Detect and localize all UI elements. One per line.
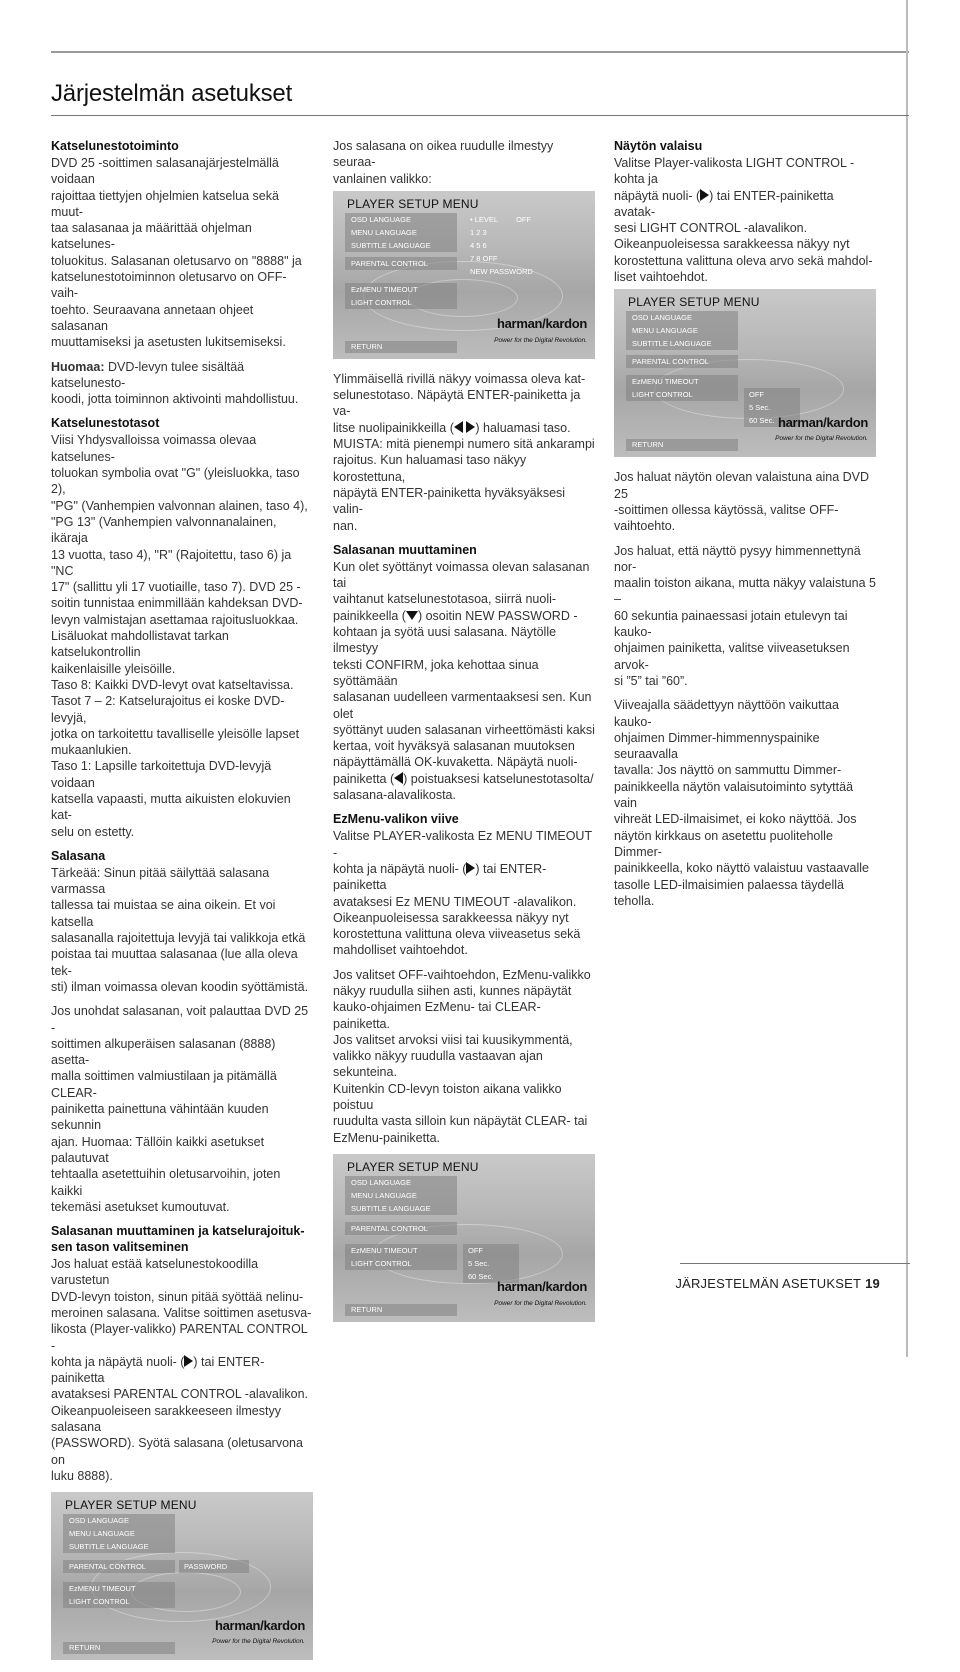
brand-tagline: Power for the Digital Revolution. xyxy=(494,336,587,344)
text-part: Valitse PLAYER-valikosta Ez MENU TIMEOUT - kohta ja näpäytä nuoli- ( xyxy=(333,829,592,876)
menu-group xyxy=(63,1582,175,1608)
submenu-levels xyxy=(465,213,565,278)
menu-screenshot-light-control xyxy=(614,289,876,457)
paragraph: Jos haluat näytön olevan valaistuna aina DVD 25 -soittimen ollessa käytössä, valitse OFF- vaihtoehto. xyxy=(614,470,870,534)
menu-item-return: RETURN xyxy=(345,341,457,353)
submenu-item-new-password: NEW PASSWORD xyxy=(470,266,533,276)
submenu-item-5-sec: 5 Sec. xyxy=(749,403,771,413)
column-1 xyxy=(51,138,313,1672)
page-title: Järjestelmän asetukset xyxy=(51,80,293,107)
menu-item-return: RETURN xyxy=(345,1304,457,1316)
text-part: ) tai ENTER-painiketta avataksesi PARENTAL CONTROL -alavalikon. Oikeanpuoleiseen sarakkeeseen ilmestyy salasana (PASSWORD). Syötä salasana (oletusarvona on luku 8888). xyxy=(51,1354,309,1483)
arrow-right-icon xyxy=(700,189,709,201)
menu-item-menu-language: MENU LANGUAGE xyxy=(351,1190,417,1200)
menu-item-subtitle-language: SUBTITLE LANGUAGE xyxy=(632,339,712,349)
harman-kardon-logo xyxy=(775,415,868,448)
level-label: • LEVEL xyxy=(470,214,499,224)
menu-item-ezmenu-timeout: EzMENU TIMEOUT xyxy=(351,1245,418,1255)
heading-nayton-valaisu: Näytön valaisu xyxy=(614,139,703,153)
menu-item-osd-language: OSD LANGUAGE xyxy=(632,313,693,323)
submenu-item-5-sec: 5 Sec. xyxy=(468,1258,490,1268)
menu-item-parental-control: PARENTAL CONTROL xyxy=(632,357,709,367)
paragraph xyxy=(333,559,595,803)
menu-title: PLAYER SETUP MENU xyxy=(347,196,479,211)
menu-group xyxy=(626,375,738,401)
paragraph: Tärkeää: Sinun pitää säilyttää salasana varmassa tallessa tai muistaa se aina oikein. Et voi katsella salasanalla rajoitettuja levyjä tai valikkoja etkä poistaa tai muuttaa salasanaa (lue alla oleva tek- sti) ilman voimassa olevan koodin syöttämistä. xyxy=(51,865,309,994)
heading-ezmenu-viive: EzMenu-valikon viive xyxy=(333,812,459,827)
brand-name: harman/kardon xyxy=(496,316,587,332)
level-value: OFF xyxy=(516,214,532,224)
paragraph: DVD 25 -soittimen salasanajärjestelmällä voidaan rajoittaa tiettyjen ohjelmien katselua sekä muut- taa salasanaa ja määrittää ohjelman katselunes- toluokitus. Salasanan oletusarvo on "8888" ja katselunestotoiminnon oletusarvo on OFF-vaih- toehto. Seuraavana annetaan ohjeet salasanan muuttamiseksi ja asetusten lukitsemiseksi. xyxy=(51,156,302,350)
menu-item-osd-language: OSD LANGUAGE xyxy=(351,1177,412,1187)
text-part: Valitse Player-valikosta LIGHT CONTROL -kohta ja näpäytä nuoli- ( xyxy=(614,156,855,203)
brand-tagline: Power for the Digital Revolution. xyxy=(775,435,868,443)
menu-title: PLAYER SETUP MENU xyxy=(65,1498,197,1513)
paragraph xyxy=(333,371,595,534)
menu-group xyxy=(63,1560,175,1573)
harman-kardon-logo xyxy=(494,1279,587,1312)
brand-name: harman/kardon xyxy=(496,1279,587,1295)
menu-item-parental-control: PARENTAL CONTROL xyxy=(351,258,428,268)
harman-kardon-logo xyxy=(494,316,587,349)
submenu-item-60-sec: 60 Sec. xyxy=(468,1271,494,1281)
arrow-down-icon xyxy=(406,611,418,620)
menu-item-osd-language: OSD LANGUAGE xyxy=(69,1516,130,1526)
menu-title: PLAYER SETUP MENU xyxy=(347,1159,479,1174)
menu-item-osd-language: OSD LANGUAGE xyxy=(351,214,412,224)
harman-kardon-logo xyxy=(212,1618,305,1651)
submenu-timeout xyxy=(463,1244,519,1283)
page-footer xyxy=(675,1276,880,1291)
menu-screenshot-ezmenu-timeout xyxy=(333,1154,595,1322)
paragraph: Viisi Yhdysvalloissa voimassa olevaa katselunes- toluokan symbolia ovat "G" (yleisluokka, taso 2), "PG" (Vanhempien valvonnan alainen, taso 4), "PG 13" (Vanhempien valvonnanalainen, ikäraja 13 vuotta, taso 4), "R" (Rajoitettu, taso 6) ja "NC 17" (sallittu yli 17 vuotiaille, taso 7). DVD 25 - soitin tunnistaa enimmillään kahdeksan DVD- levyn valmistajan asettamaa rajoitusluokkaa. Lisäluokat mahdollistavat tarkan katselukontrollin kaikenlaisille yleisöille. Taso 8: Kaikki DVD-levyt ovat katseltavissa. Tasot 7 – 2: Katselurajoitus ei koske DVD-levyjä, jotka on tarkoitettu tavalliselle yleisölle lapset mukaanlukien. Taso 1: Lapsille tarkoitettuja DVD-levyjä voidaan katsella vapaasti, mutta aikuisten elokuvien kat- selu on estetty. xyxy=(51,433,308,839)
column-2 xyxy=(333,138,595,1334)
menu-group xyxy=(626,355,738,368)
note-text: DVD-levyn tulee sisältää katselunesto- koodi, jotta toiminnon aktivointi mahdollistuu. xyxy=(51,359,299,407)
brand-name: harman/kardon xyxy=(214,1617,305,1633)
paragraph: Jos haluat, että näyttö pysyy himmennettynä nor- maalin toiston aikana, mutta näkyy valaistuna 5 – 60 sekuntia painaessasi jotain etulevyn tai kauko- ohjaimen painiketta, valitse viiveasetuksen arvok- si ”5” tai ”60”. xyxy=(614,543,876,688)
heading-katselunestotoiminto: Katselunestotoiminto xyxy=(51,139,179,153)
menu-item-light-control: LIGHT CONTROL xyxy=(351,297,412,307)
menu-item-menu-language: MENU LANGUAGE xyxy=(632,326,698,336)
note-label: Huomaa: xyxy=(51,359,105,374)
menu-group xyxy=(345,283,457,309)
menu-item-ezmenu-timeout: EzMENU TIMEOUT xyxy=(69,1584,136,1594)
menu-screenshot-parental-levels xyxy=(333,191,595,359)
menu-item-parental-control: PARENTAL CONTROL xyxy=(351,1223,428,1233)
paragraph: Jos salasana on oikea ruudulle ilmestyy seuraa- vanlainen valikko: xyxy=(333,139,554,186)
menu-item-ezmenu-timeout: EzMENU TIMEOUT xyxy=(351,284,418,294)
column-3 xyxy=(614,138,876,917)
menu-group xyxy=(345,1244,457,1270)
text-part: Jos haluat estää katselunestokoodilla varustetun DVD-levyn toiston, sinun pitää syöttää nelinu- meroinen salasana. Valitse soittimen asetusva- likosta (Player-valikko) PARENTAL CONTROL - kohta ja näpäytä nuoli- ( xyxy=(51,1257,312,1369)
paragraph-note xyxy=(51,359,313,408)
menu-group xyxy=(626,311,738,350)
menu-item-subtitle-language: SUBTITLE LANGUAGE xyxy=(351,1203,431,1213)
text-part: ) tai ENTER-painiketta avatak- sesi LIGHT CONTROL -alavalikon. Oikeanpuoleisessa sarakkeessa näkyy nyt korostettuna valittuna oleva arvo sekä mahdol- liset vaihtoehdot. xyxy=(614,188,873,285)
submenu-item-levels-row: 4 5 6 xyxy=(470,240,487,250)
submenu-item-level xyxy=(465,213,565,226)
menu-title: PLAYER SETUP MENU xyxy=(628,295,760,310)
menu-group xyxy=(345,1176,457,1215)
menu-item-light-control: LIGHT CONTROL xyxy=(351,1258,412,1268)
heading-salasana: Salasana xyxy=(51,848,106,863)
menu-item-subtitle-language: SUBTITLE LANGUAGE xyxy=(351,240,431,250)
arrow-left-icon xyxy=(454,421,463,433)
menu-group xyxy=(63,1514,175,1553)
text-part: ) osoitin NEW PASSWORD - kohtaan ja syötä uusi salasana. Näytölle ilmestyy teksti CONFIRM, joka kehottaa sinua syöttämään salasanan uudelleen varmentaaksesi sen. Kun olet syöttänyt uuden salasanan virheettömästi kaksi kertaa, voit hyväksyä salasanan muutoksen näpäyttämällä OK-kuvaketta. Näpäytä nuoli- painiketta ( xyxy=(333,608,595,786)
text-part: ) tai ENTER-painiketta avataksesi Ez MENU TIMEOUT -alavalikon. Oikeanpuoleisessa sarakkeessa näkyy nyt korostettuna valittuna oleva viiveasetus sekä mahdolliset vaihtoehdot. xyxy=(333,861,581,958)
menu-item-ezmenu-timeout: EzMENU TIMEOUT xyxy=(632,377,699,387)
submenu-item-60-sec: 60 Sec. xyxy=(749,416,775,426)
submenu-item-off: OFF xyxy=(749,390,764,400)
menu-item-menu-language: MENU LANGUAGE xyxy=(351,227,417,237)
menu-group xyxy=(345,213,457,252)
menu-item-return: RETURN xyxy=(63,1642,175,1654)
paragraph: Jos valitset OFF-vaihtoehdon, EzMenu-valikko näkyy ruudulla siihen asti, kunnes näpäytät kauko-ohjaimen EzMenu- tai CLEAR-painiketta. Jos valitset arvoksi viisi tai kuusikymmentä, valikko näkyy ruudulla vastaavan ajan sekunteina. Kuitenkin CD-levyn toiston aikana valikko poistuu ruudulta vasta silloin kun näpäytät CLEAR- tai EzMenu-painiketta. xyxy=(333,967,591,1145)
paragraph xyxy=(51,1256,313,1484)
arrow-left-icon xyxy=(394,772,403,784)
text-part: ) haluamasi taso. MUISTA: mitä pienempi numero sitä ankarampi rajoitus. Kun haluamasi taso näkyy korostettuna, näpäytä ENTER-painiketta hyväksyäksesi valin- nan. xyxy=(333,420,595,533)
menu-item-light-control: LIGHT CONTROL xyxy=(69,1597,130,1607)
menu-group xyxy=(345,257,457,270)
text-part: Ylimmäisellä rivillä näkyy voimassa oleva kat- selunestotaso. Näpäytä ENTER-painiketta ja va- litse nuolipainikkeilla ( xyxy=(333,371,586,435)
paragraph xyxy=(614,155,876,285)
text-part: Kun olet syöttänyt voimassa olevan salasanan tai vaihtanut katselunestotasoa, siirrä nuoli- painikkeella ( xyxy=(333,559,590,623)
submenu-item-password: PASSWORD xyxy=(184,1562,228,1572)
title-rule xyxy=(51,115,909,116)
menu-item-menu-language: MENU LANGUAGE xyxy=(69,1529,135,1539)
paragraph: Jos unohdat salasanan, voit palauttaa DVD 25 - soittimen alkuperäisen salasanan (8888) asetta- malla soittimen valmiustilaan ja pitämällä CLEAR- painiketta painettuna vähintään kuuden sekunnin ajan. Huomaa: Tällöin kaikki asetukset palautuvat tehtaalla asetettuihin oletusarvoihin, joten kaikki tekemäsi asetukset kumoutuvat. xyxy=(51,1004,309,1214)
brand-tagline: Power for the Digital Revolution. xyxy=(212,1637,305,1645)
submenu-item-levels-row: 7 8 OFF xyxy=(470,253,498,263)
top-rule xyxy=(51,51,909,53)
paragraph xyxy=(333,828,595,958)
brand-tagline: Power for the Digital Revolution. xyxy=(494,1299,587,1307)
submenu-item-levels-row: 1 2 3 xyxy=(470,227,487,237)
footer-section: JÄRJESTELMÄN ASETUKSET xyxy=(675,1276,862,1291)
brand-name: harman/kardon xyxy=(777,414,868,430)
right-edge-rule xyxy=(906,0,908,1357)
menu-group xyxy=(345,1222,457,1235)
heading-salasanan-muuttaminen: Salasanan muuttaminen xyxy=(333,542,477,557)
menu-item-subtitle-language: SUBTITLE LANGUAGE xyxy=(69,1542,149,1552)
heading-salasanan-muuttaminen-tason: Salasanan muuttaminen ja katselurajoituk- sen tason valitseminen xyxy=(51,1224,305,1255)
menu-item-parental-control: PARENTAL CONTROL xyxy=(69,1562,146,1572)
menu-item-return: RETURN xyxy=(626,439,738,451)
submenu-password xyxy=(179,1560,249,1573)
paragraph: Viiveajalla säädettyyn näyttöön vaikuttaa kauko- ohjaimen Dimmer-himmennyspainike seuraavalla tavalla: Jos näyttö on sammuttu Dimmer- painikkeella näytön valaisutoiminto sytyttää vain vihreät LED-ilmaisimet, ei koko näyttöä. Jos näytön kirkkaus on asetettu puoliteholle Dimmer- painikkeella, koko näyttö valaistuu vastaavalle tasolle LED-ilmaisimien palaessa täydellä teholla. xyxy=(614,698,870,908)
menu-screenshot-password xyxy=(51,1492,313,1660)
page-number: 19 xyxy=(865,1276,880,1291)
submenu-item-off: OFF xyxy=(468,1245,483,1255)
footer-rule xyxy=(680,1263,910,1264)
heading-katselunestotasot: Katselunestotasot xyxy=(51,416,160,431)
menu-item-light-control: LIGHT CONTROL xyxy=(632,390,693,400)
text-part: ) poistuaksesi katselunestotasolta/ salasana-alavalikosta. xyxy=(333,771,594,803)
